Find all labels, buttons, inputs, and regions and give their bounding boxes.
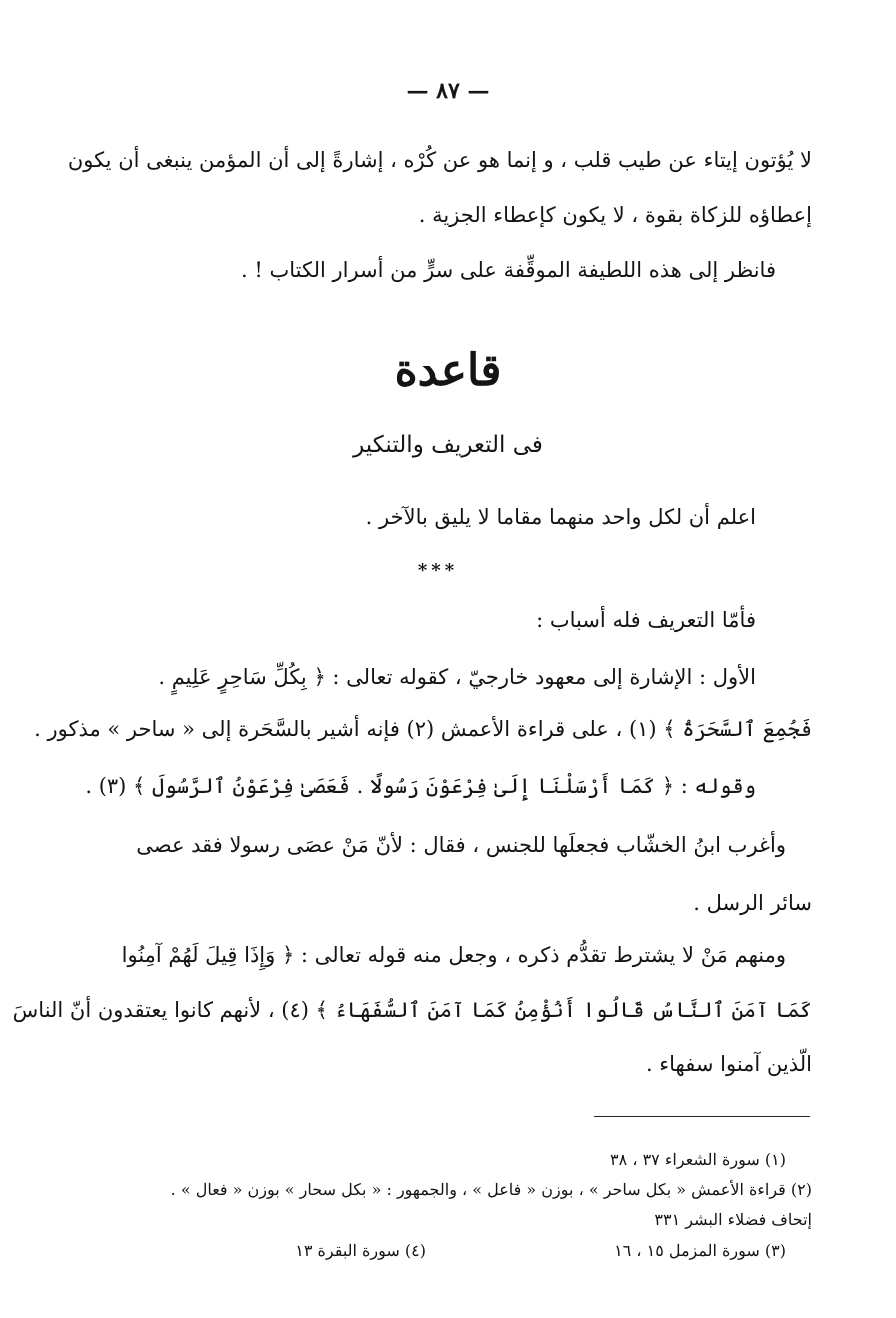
paragraph-line: الأول : الإشارة إلى معهود خارجيّ ، كقوله تعالى : ﴿ بِكُلِّ سَاحِرٍ عَلِيمٍ . [158,665,756,689]
paragraph-line: الّذين آمنوا سفهاء . [645,1052,812,1076]
footnote: (٢) قراءة الأعمش « بكل ساحر » ، بوزن « فاعل » ، والجمهور : « بكل سحار » بوزن « فعال » . [170,1180,812,1199]
footnote: (٤) سورة البقرة ١٣ [295,1241,426,1260]
intro-line: اعلم أن لكل واحد منهما مقاما لا يليق بالآخر . [365,505,756,529]
footnote-divider [594,1116,810,1117]
paragraph-line: كَمَا آمَنَ ٱلنَّاسُ قَالُوا أَنُؤْمِنُ كَمَا آمَنَ ٱلسُّفَهَاءُ ﴾ (٤) ، لأنهم كانوا يعتقدون أنّ الناسَ [12,998,812,1022]
paragraph-line: لا يُؤتون إيتاء عن طيب قلب ، و إنما هو عن كُرْه ، إشارةً إلى أن المؤمن ينبغى أن يكون [67,148,812,172]
section-separator: *** [417,560,459,581]
section-subheading: فى التعريف والتنكير [353,432,543,458]
paragraph-line: فَجُمِعَ ٱلسَّحَرَةُ ﴾ (١) ، على قراءة الأعمش (٢) فإنه أشير بالسَّحَرة إلى « ساحر » مذكور . [34,717,812,741]
footnote: إتحاف فضلاء البشر ٣٣١ [654,1210,812,1229]
page-number: — ٨٧ — [406,78,490,104]
paragraph-line: فانظر إلى هذه اللطيفة الموقِّفة على سرٍّ من أسرار الكتاب ! . [241,258,776,282]
paragraph-line: وقوله : ﴿ كَمَا أَرْسَلْنَا إِلَىٰ فِرْعَوْنَ رَسُولًا . فَعَصَىٰ فِرْعَوْنُ ٱلرَّسُولَ ﴾ (٣) . [85,774,756,798]
footnote: (١) سورة الشعراء ٣٧ ، ٣٨ [610,1150,786,1169]
paragraph-line: وأغرب ابنُ الخشّاب فجعلَها للجنس ، فقال : لأنّ مَنْ عصَى رسولا فقد عصى [136,833,786,857]
paragraph-line: إعطاؤه للزكاة بقوة ، لا يكون كإعطاء الجزية . [418,203,812,227]
section-intro: فأمّا التعريف فله أسباب : [536,608,756,632]
footnote: (٣) سورة المزمل ١٥ ، ١٦ [614,1241,786,1260]
section-heading: قاعدة [394,345,502,396]
paragraph-line: سائر الرسل . [693,891,812,915]
paragraph-line: ومنهم مَنْ لا يشترط تقدُّم ذكره ، وجعل منه قوله تعالى : ﴿ وَإِذَا قِيلَ لَهُمْ آمِنُوا [121,943,786,967]
